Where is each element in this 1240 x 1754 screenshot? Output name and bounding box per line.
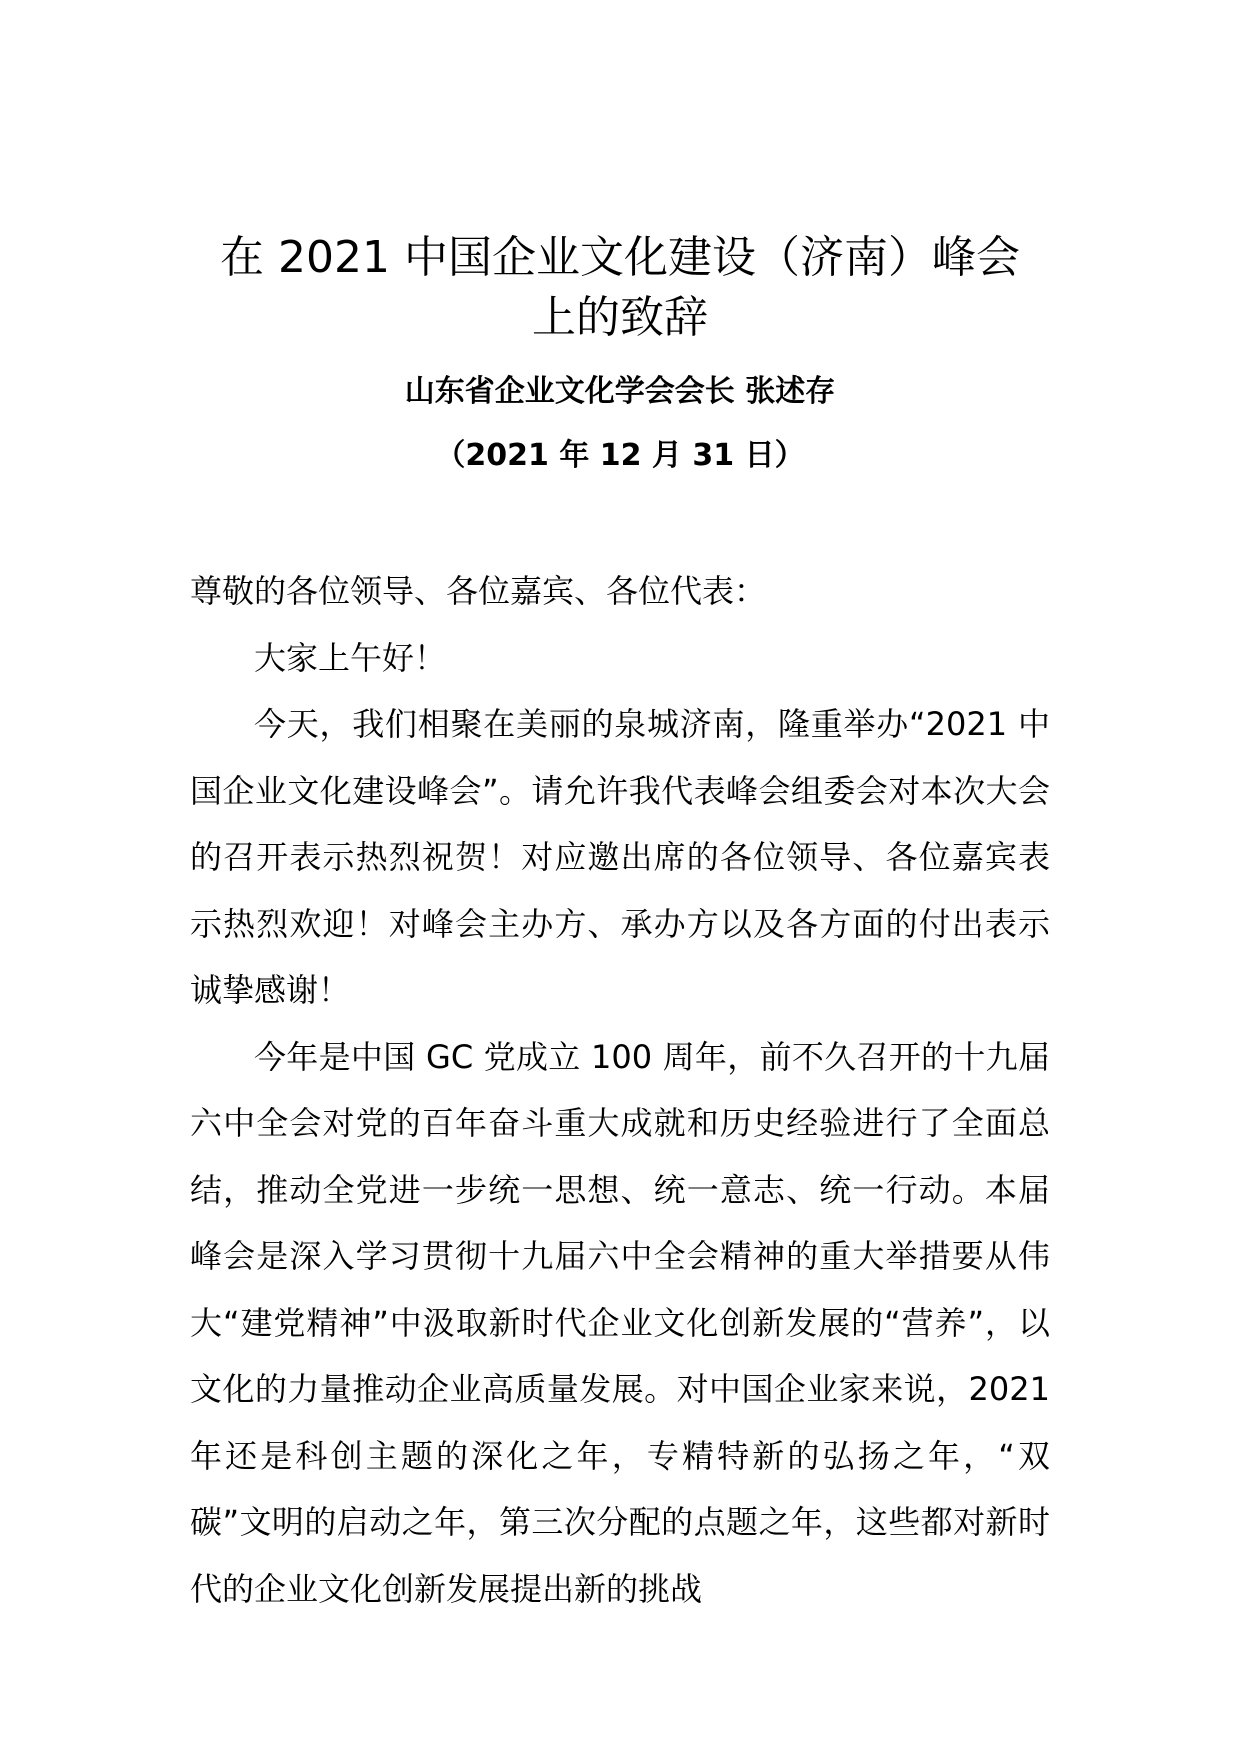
speech-date: （2021 年 12 月 31 日） <box>435 438 805 473</box>
paragraph-1: 今天，我们相聚在美丽的泉城济南，隆重举办“2021 中国企业文化建设峰会”。请允许我代表峰会组委会对本次大会的召开表示热烈祝贺！对应邀出席的各位领导、各位嘉宾表示热烈欢迎！对峰会主办方、承办方以及各方面的付出表示诚挚感谢！ <box>190 705 1050 1009</box>
greeting: 大家上午好！ <box>254 638 447 677</box>
speech-body <box>190 558 1050 1622</box>
salutation: 尊敬的各位领导、各位嘉宾、各位代表： <box>190 572 767 610</box>
paragraph-2: 今年是中国 GC 党成立 100 周年，前不久召开的十九届六中全会对党的百年奋斗重大成就和历史经验进行了全面总结，推动全党进一步统一思想、统一意志、统一行动。本届峰会是深入学习贯彻十九届六中全会精神的重大举措要从伟大“建党精神”中汲取新时代企业文化创新发展的“营养”，以文化的力量推动企业高质量发展。对中国企业家来说，2021 年还是科创主题的深化之年，专精特新的弘扬之年，“双碳”文明的启动之年，第三次分配的点题之年，这些都对新时代的企业文化创新发展提出新的挑战 <box>190 1037 1050 1608</box>
title-line-1: 在 2021 中国企业文化建设（济南）峰会 <box>220 232 1020 283</box>
author-line: 山东省企业文化学会会长 张述存 <box>404 374 836 409</box>
title-line-2: 上的致辞 <box>532 292 708 343</box>
document-title <box>180 228 1060 348</box>
